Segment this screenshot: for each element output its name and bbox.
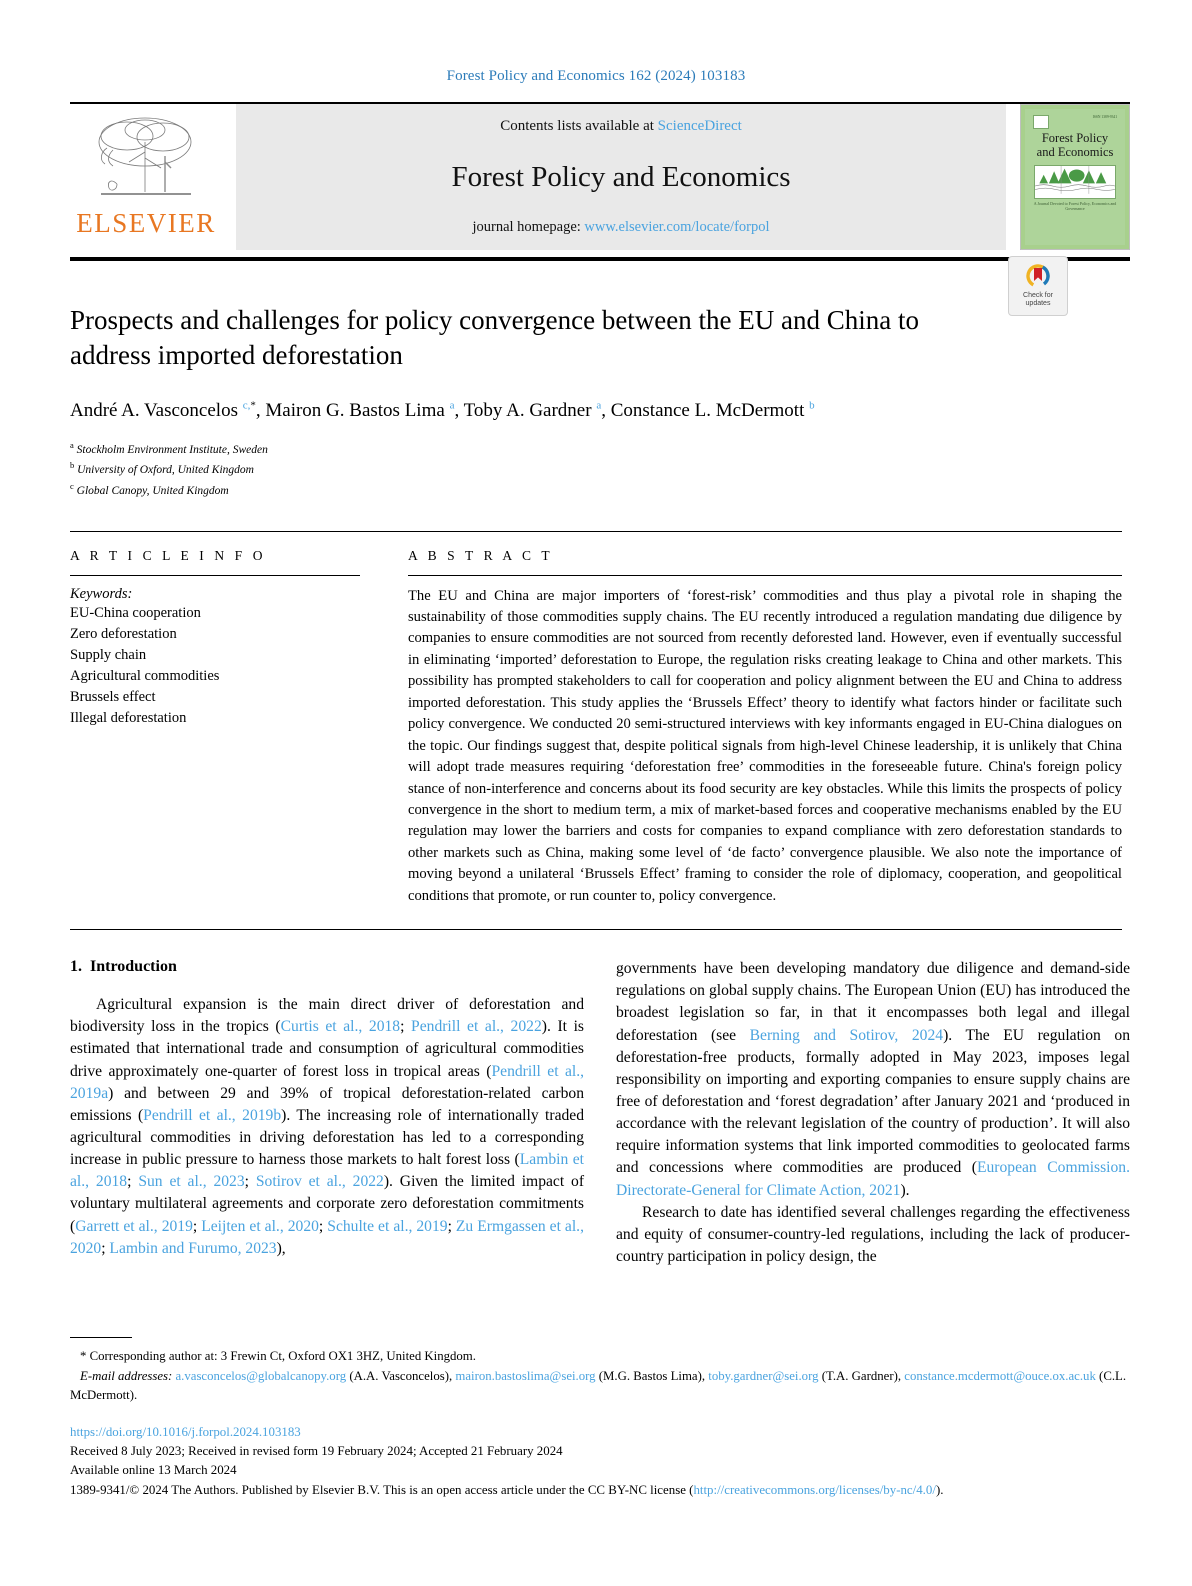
doi-line (70, 1423, 1130, 1442)
contents-prefix: Contents lists available at (500, 118, 654, 134)
keyword-item: EU-China cooperation (70, 604, 201, 621)
email-owner: (M.G. Bastos Lima), (595, 1369, 709, 1384)
email-link[interactable]: toby.gardner@sei.org (708, 1369, 819, 1384)
abstract-text: The EU and China are major importers of ‘forest-risk’ commodities and thus play a pivotal role in shaping the sustainability of those commodities supply chains. The EU recently introduced a regulation mandating due diligence by companies to ensure commodities are not sourced from recently deforested land. However, even if eventually successful in eliminating ‘imported’ deforestation to Europe, the regulation risks creating leakage to China and other markets. This possibility has prompted stakeholders to call for cooperation and policy alignment between the EU and China to address imported deforestation. This study applies the ‘Brussels Effect’ theory to identify what factors hinder or facilitate such policy convergence. We conducted 20 semi-structured interviews with key informants engaged in EU-China dialogues on the topic. Our findings suggest that, despite political signals from high-level Chinese leadership, it is unlikely that China will adopt trade measures requiring ‘deforestation free’ commodities in the foreseeable future. China's foreign policy stance of non-interference and concerns about its food security are key obstacles. While this limits the prospects of policy convergence in the short to medium term, a mix of market-based forces and cooperative mechanisms enabled by the EU regulation may lower the barriers and costs for companies to expand compliance with zero deforestation standards to other markets such as China, making some level of ‘de facto’ convergence plausible. We also note the importance of moving beyond a unilateral ‘Brussels Effect’ framing to consider the role of diplomacy, cooperation, and geopolitical conditions that promote, or run counter to, policy convergence. (408, 587, 1122, 904)
page-footer (70, 1337, 1130, 1500)
copyright-suffix: ). (935, 1482, 944, 1497)
abstract-rule (408, 575, 1122, 576)
crossmark-badge[interactable] (1008, 256, 1068, 316)
citation-link[interactable]: Schulte et al., 2019 (327, 1217, 448, 1235)
body-columns (70, 958, 1130, 1268)
page-title: Prospects and challenges for policy convergence between the EU and China to address imported deforestation (70, 305, 919, 370)
journal-homepage-link[interactable]: www.elsevier.com/locate/forpol (584, 219, 770, 235)
citation-link[interactable]: Pendrill et al., 2019b (143, 1106, 282, 1124)
contents-available-line (500, 118, 742, 135)
affiliation-item: $^b$ University of Oxford, United Kingdom (70, 460, 254, 477)
author-name: Constance L. McDermott (610, 400, 810, 422)
affiliation-marker: c (70, 480, 74, 491)
corresponding-author-note (70, 1347, 1130, 1366)
email-owner: (A.A. Vasconcelos), (346, 1369, 456, 1384)
abstract-column (408, 548, 1122, 908)
keywords-label: Keywords: (70, 585, 133, 602)
masthead-bottom-rule (70, 257, 1130, 261)
citation-link[interactable]: Lambin and Furumo, 2023 (109, 1239, 277, 1257)
keyword-item: Illegal deforestation (70, 709, 187, 726)
corresponding-text: Corresponding author at: 3 Frewin Ct, Oxford OX1 3HZ, United Kingdom. (89, 1349, 476, 1363)
available-online-date: Available online 13 March 2024 (70, 1463, 237, 1478)
email-link[interactable]: a.vasconcelos@globalcanopy.org (175, 1369, 347, 1384)
copyright-line (70, 1481, 1130, 1500)
cover-background (1025, 109, 1125, 245)
journal-title: Forest Policy and Economics (451, 160, 791, 193)
copyright-prefix: 1389-9341/© 2024 The Authors. Published by Elsevier B.V. This is an open access article under the CC BY-NC license ( (70, 1482, 694, 1497)
citation-link[interactable]: European Commission. Directorate-General for Climate Action, 2021 (616, 1159, 1130, 1199)
affiliation-list (70, 439, 1122, 501)
intro-paragraph-left: Agricultural expansion is the main direct driver of deforestation and biodiversity loss in the tropics (Curtis et al., 2018; Pendrill et al., 2022). It is estimated that international trade and consumption of agricultural commodities drive approximately one-quarter of forest loss in tropical areas (Pendrill et al., 2019a) and between 29 and 39% of tropical deforestation-related carbon emissions (Pendrill et al., 2019b). The increasing role of internationally traded agricultural commodities in driving deforestation has led to a corresponding increase in public pressure to harness those markets to halt forest loss (Lambin et al., 2018; Sun et al., 2023; Sotirov et al., 2022). Given the limited impact of voluntary multilateral agreements and corporate zero deforestation commitments (Garrett et al., 2019; Leijten et al., 2020; Schulte et al., 2019; Zu Ermgassen et al., 2020; Lambin and Furumo, 2023), (70, 996, 585, 1257)
author-name: André A. Vasconcelos (70, 400, 243, 422)
cover-subtitle: A Journal Devoted to Forest Policy, Economics and Governance (1033, 201, 1117, 211)
footnote-rule (70, 1337, 132, 1338)
cover-topbar (1033, 115, 1117, 129)
cover-elsevier-mark-icon (1033, 115, 1049, 129)
abstract-heading: A B S T R A C T (408, 547, 554, 563)
crossmark-line1: Check for (1023, 291, 1053, 299)
citation-link[interactable]: Zu Ermgassen et al., 2020 (70, 1217, 584, 1257)
citation-link[interactable]: Pendrill et al., 2019a (70, 1062, 585, 1102)
citation-link[interactable]: Leijten et al., 2020 (201, 1217, 319, 1235)
cover-name-line2: and Economics (1036, 145, 1114, 160)
homepage-prefix: journal homepage: (472, 219, 581, 235)
crossmark-label (1023, 292, 1053, 308)
email-link[interactable]: mairon.bastoslima@sei.org (455, 1369, 596, 1384)
corresponding-marker: * (80, 1349, 87, 1363)
affiliation-marker: a (70, 439, 74, 450)
email-owner: (C.L. McDermott). (70, 1369, 1127, 1403)
citation-link[interactable]: Berning and Sotirov, 2024 (749, 1026, 944, 1044)
publication-metadata (70, 1423, 1130, 1500)
citation-link[interactable]: Garrett et al., 2019 (75, 1217, 193, 1235)
affiliation-item: $^a$ Stockholm Environment Institute, Sweden (70, 439, 268, 456)
cover-forest-artwork (1034, 165, 1116, 199)
author-affiliation-marker: a (596, 399, 602, 412)
running-head: Forest Policy and Economics 162 (2024) 103183 (446, 68, 746, 84)
citation-link[interactable]: Lambin et al., 2018 (70, 1151, 585, 1191)
author-name: Toby A. Gardner (463, 400, 597, 422)
article-info-heading: A R T I C L E I N F O (70, 547, 267, 563)
section-heading-introduction (70, 958, 584, 976)
citation-link[interactable]: Curtis et al., 2018 (280, 1018, 401, 1036)
intro-paragraph-right-1: governments have been developing mandatory due diligence and demand-side regulations on global supply chains. The European Union (EU) has introduced the broadest legislation so far, in that it encompasses both legal and illegal deforestation (see Berning and Sotirov, 2024). The EU regulation on deforestation-free products, formally adopted in May 2023, imposes legal responsibility on importing and exporting companies to ensure supply chains are free of deforestation and ‘forest degradation’ after January 2021 and ‘produced in accordance with the relevant legislation of the country of production’. It will also require information systems that link imported commodities to geolocated farms and concessions where commodities are produced (European Commission. Directorate-General for Climate Action, 2021). (616, 960, 1130, 1199)
sciencedirect-link[interactable]: ScienceDirect (657, 118, 742, 134)
keyword-item: Supply chain (70, 646, 147, 663)
email-owner: (T.A. Gardner), (818, 1369, 905, 1384)
elsevier-logo (70, 104, 222, 250)
email-link[interactable]: constance.mcdermott@ouce.ox.ac.uk (904, 1369, 1096, 1384)
received-dates: Received 8 July 2023; Received in revised form 19 February 2024; Accepted 21 February 2024 (70, 1443, 563, 1458)
cover-journal-name (1025, 131, 1125, 160)
article-info-column (70, 548, 360, 908)
citation-link[interactable]: Sotirov et al., 2022 (255, 1173, 384, 1191)
keyword-item: Brussels effect (70, 688, 156, 705)
section-number: 1. (70, 958, 82, 976)
keywords-list (70, 603, 360, 729)
body-column-right (616, 958, 1130, 1268)
author-affiliation-marker: b (809, 399, 815, 412)
journal-homepage-line (472, 219, 769, 236)
doi-link[interactable]: https://doi.org/10.1016/j.forpol.2024.103183 (70, 1424, 301, 1439)
info-abstract-region (70, 531, 1122, 908)
cover-name-line1: Forest Policy (1041, 131, 1109, 145)
article-info-rule (70, 575, 360, 576)
title-block (70, 291, 1122, 501)
cover-issn: ISSN 1389-9341 (1092, 115, 1117, 119)
crossmark-line2: updates (1025, 300, 1051, 307)
license-link[interactable]: http://creativecommons.org/licenses/by-nc/4.0/ (693, 1482, 936, 1497)
journal-cover-thumbnail (1020, 104, 1130, 250)
contents-box (236, 104, 1006, 250)
affiliation-marker: b (70, 460, 75, 471)
corresponding-author-marker: * (250, 399, 256, 412)
email-addresses-label: E-mail addresses: (80, 1369, 176, 1384)
author-list: André A. Vasconcelos $^{c,*}$, Mairon G. Bastos Lima $^a$, Toby A. Gardner $^a$, Constance L. McDermott $^b$ (70, 399, 815, 422)
crossmark-icon (1025, 264, 1051, 290)
email-addresses-note (70, 1367, 1130, 1405)
elsevier-tree-icon (87, 112, 205, 208)
author-affiliation-marker: a (449, 399, 455, 412)
journal-masthead (70, 102, 1130, 250)
abstract-bottom-rule (70, 929, 1122, 930)
body-column-left (70, 958, 584, 1268)
affiliation-item: $^c$ Global Canopy, United Kingdom (70, 480, 229, 497)
elsevier-wordmark: ELSEVIER (76, 208, 216, 238)
citation-link[interactable]: Pendrill et al., 2022 (411, 1018, 542, 1036)
section-title: Introduction (90, 958, 177, 976)
author-affiliation-marker: c, (242, 399, 251, 412)
keyword-item: Zero deforestation (70, 625, 177, 642)
keyword-item: Agricultural commodities (70, 667, 220, 684)
cover-trees-icon (1035, 166, 1115, 194)
intro-paragraph-right-2: Research to date has identified several challenges regarding the effectiveness and equity of consumer-country-led regulations, including the lack of producer-country participation in policy design, the (616, 1203, 1130, 1265)
citation-link[interactable]: Sun et al., 2023 (138, 1173, 245, 1191)
author-name: Mairon G. Bastos Lima (265, 400, 450, 422)
